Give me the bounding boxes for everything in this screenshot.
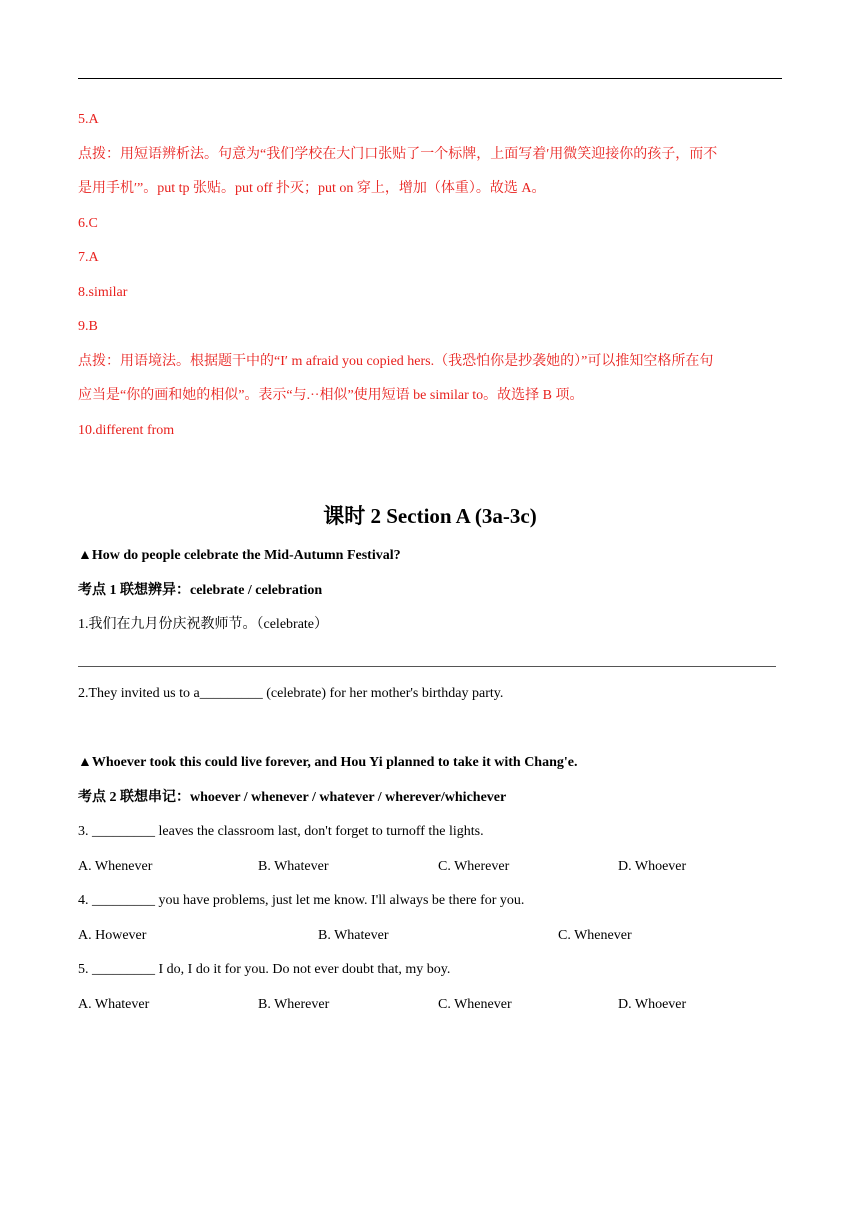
- question-4-option-b[interactable]: B. Whatever: [318, 928, 389, 943]
- question-3-option-a[interactable]: A. Whenever: [78, 859, 153, 874]
- answer-5: 5.A: [78, 112, 99, 127]
- question-4-option-c[interactable]: C. Whenever: [558, 928, 632, 943]
- answer-9-explanation-line-1: 点拨：用语境法。根据题干中的“I′ m afraid you copied hers.（我恐怕你是抄袭她的）”可以推知空格所在句: [78, 354, 714, 369]
- key-sentence-1: ▲How do people celebrate the Mid-Autumn Festival?: [78, 548, 401, 563]
- question-5-option-a[interactable]: A. Whatever: [78, 997, 150, 1012]
- answer-6: 6.C: [78, 216, 98, 231]
- answer-9-explanation-line-2: 应当是“你的画和她的相似”。表示“与.··相似”使用短语 be similar to。故选择 B 项。: [78, 388, 584, 403]
- answer-7: 7.A: [78, 250, 99, 265]
- answer-blank-line[interactable]: [78, 666, 776, 667]
- point-2-title: 考点 2 联想串记：whoever / whenever / whatever / wherever/whichever: [78, 790, 507, 805]
- question-3-option-b[interactable]: B. Whatever: [258, 859, 329, 874]
- question-2: 2.They invited us to a_________ (celebrate) for her mother's birthday party.: [78, 686, 504, 701]
- question-5-option-b[interactable]: B. Wherever: [258, 997, 330, 1012]
- key-sentence-2: ▲Whoever took this could live forever, and Hou Yi planned to take it with Chang'e.: [78, 755, 578, 770]
- question-5: 5. _________ I do, I do it for you. Do not ever doubt that, my boy.: [78, 962, 451, 977]
- question-3: 3. _________ leaves the classroom last, don't forget to turnoff the lights.: [78, 824, 484, 839]
- question-4-option-a[interactable]: A. However: [78, 928, 147, 943]
- answer-9: 9.B: [78, 319, 98, 334]
- answer-10: 10.different from: [78, 423, 175, 438]
- question-5-option-c[interactable]: C. Whenever: [438, 997, 512, 1012]
- section-title: 课时 2 Section A (3a-3c): [323, 504, 537, 528]
- question-3-option-d[interactable]: D. Whoever: [618, 859, 687, 874]
- question-3-option-c[interactable]: C. Wherever: [438, 859, 510, 874]
- header-rule: [78, 78, 782, 79]
- answer-8: 8.similar: [78, 285, 128, 300]
- answer-5-explanation-line-1: 点拨：用短语辨析法。句意为“我们学校在大门口张贴了一个标牌，上面写着′用微笑迎接你的孩子，而不: [78, 147, 718, 162]
- point-1-title: 考点 1 联想辨异：celebrate / celebration: [78, 583, 323, 598]
- question-1: 1.我们在九月份庆祝教师节。（celebrate）: [78, 617, 329, 632]
- question-5-option-d[interactable]: D. Whoever: [618, 997, 687, 1012]
- answer-5-explanation-line-2: 是用手机′”。put tp 张贴。put off 扑灭；put on 穿上，增加（体重）。故选 A。: [78, 181, 546, 196]
- question-4: 4. _________ you have problems, just let me know. I'll always be there for you.: [78, 893, 525, 908]
